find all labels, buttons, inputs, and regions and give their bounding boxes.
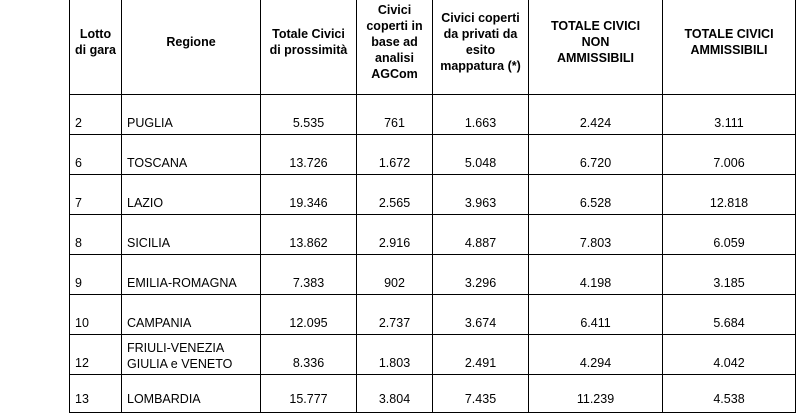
cell-admissible: 6.059 [663,215,796,255]
cell-admissible: 7.006 [663,135,796,175]
cell-region: CAMPANIA [122,295,261,335]
cell-non-admissible: 7.803 [529,215,663,255]
table-row [70,295,796,335]
cell-total: 7.383 [261,255,357,295]
header-private: Civici coperti da privati da esito mappatura (*) [433,0,529,95]
header-non-admissible: TOTALE CIVICI NON AMMISSIBILI [529,0,663,95]
header-agcom: Civici coperti in base ad analisi AGCom [357,0,433,95]
cell-lot: 10 [70,295,122,335]
cell-total: 15.777 [261,375,357,413]
cell-total: 13.726 [261,135,357,175]
header-total: Totale Civici di prossimità [261,0,357,95]
cell-private: 4.887 [433,215,529,255]
cell-agcom: 2.565 [357,175,433,215]
cell-private: 2.491 [433,335,529,375]
cell-lot: 13 [70,375,122,413]
cell-total: 12.095 [261,295,357,335]
cell-total: 5.535 [261,95,357,135]
header-region: Regione [122,0,261,95]
cell-admissible: 5.684 [663,295,796,335]
cell-non-admissible: 6.528 [529,175,663,215]
table-row [70,175,796,215]
cell-lot: 6 [70,135,122,175]
cell-agcom: 902 [357,255,433,295]
cell-private: 7.435 [433,375,529,413]
cell-non-admissible: 4.294 [529,335,663,375]
cell-agcom: 2.737 [357,295,433,335]
cell-total: 13.862 [261,215,357,255]
cell-agcom: 1.803 [357,335,433,375]
cell-private: 1.663 [433,95,529,135]
cell-region: EMILIA-ROMAGNA [122,255,261,295]
header-row [70,0,796,95]
cell-region: PUGLIA [122,95,261,135]
cell-private: 3.674 [433,295,529,335]
cell-region: TOSCANA [122,135,261,175]
cell-region: FRIULI-VENEZIA GIULIA e VENETO [122,335,261,375]
cell-private: 3.963 [433,175,529,215]
header-admissible: TOTALE CIVICI AMMISSIBILI [663,0,796,95]
cell-non-admissible: 4.198 [529,255,663,295]
header-lot: Lotto di gara [70,0,122,95]
cell-lot: 7 [70,175,122,215]
cell-admissible: 3.111 [663,95,796,135]
cell-agcom: 761 [357,95,433,135]
cell-agcom: 2.916 [357,215,433,255]
cell-total: 8.336 [261,335,357,375]
table-row [70,95,796,135]
cell-non-admissible: 2.424 [529,95,663,135]
cell-lot: 2 [70,95,122,135]
cell-agcom: 1.672 [357,135,433,175]
cell-admissible: 12.818 [663,175,796,215]
cell-admissible: 4.042 [663,335,796,375]
coverage-table [69,0,796,413]
cell-lot: 8 [70,215,122,255]
table-row [70,255,796,295]
table-row [70,135,796,175]
cell-region: SICILIA [122,215,261,255]
cell-lot: 9 [70,255,122,295]
cell-non-admissible: 11.239 [529,375,663,413]
cell-private: 5.048 [433,135,529,175]
table-row [70,215,796,255]
cell-total: 19.346 [261,175,357,215]
cell-non-admissible: 6.411 [529,295,663,335]
cell-admissible: 4.538 [663,375,796,413]
table-row [70,375,796,413]
cell-admissible: 3.185 [663,255,796,295]
cell-lot: 12 [70,335,122,375]
table-row [70,335,796,375]
cell-region: LAZIO [122,175,261,215]
cell-non-admissible: 6.720 [529,135,663,175]
cell-private: 3.296 [433,255,529,295]
cell-agcom: 3.804 [357,375,433,413]
cell-region: LOMBARDIA [122,375,261,413]
